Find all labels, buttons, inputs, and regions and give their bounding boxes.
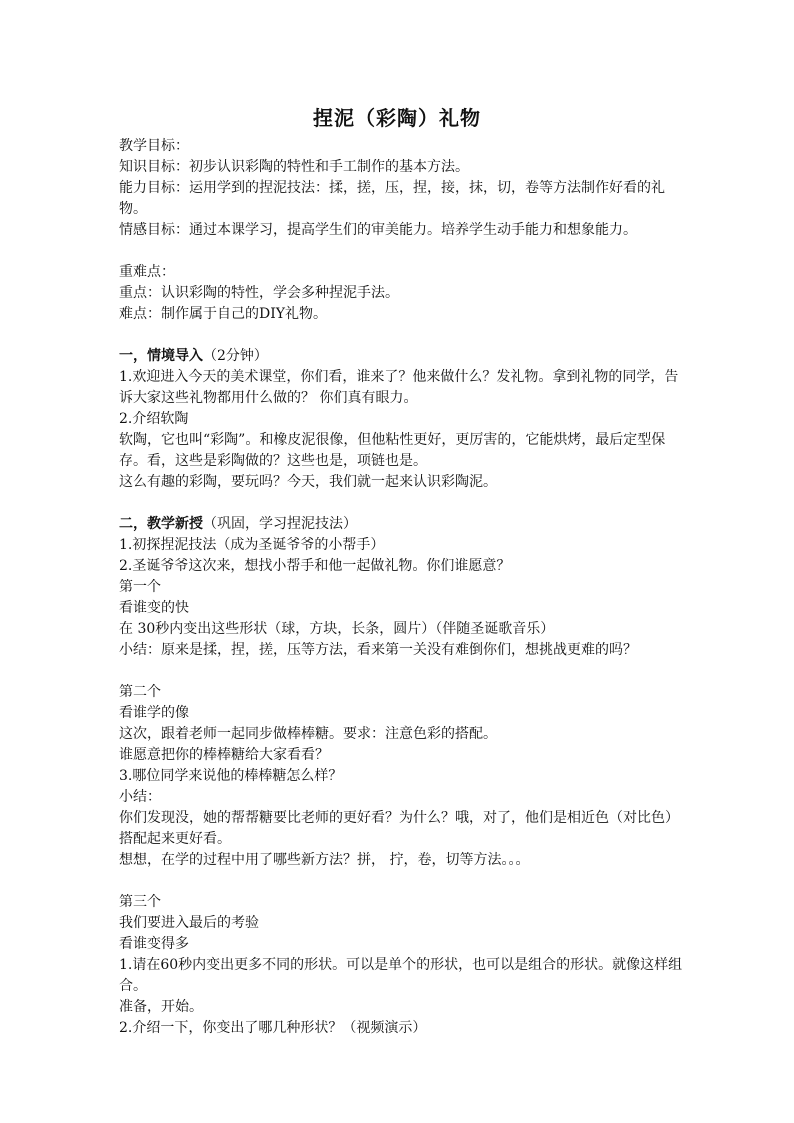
section2-line: 第一个 <box>119 579 161 595</box>
section2-heading-title: 二，教学新授 <box>119 516 203 532</box>
spacer <box>119 241 685 262</box>
section2-heading-note: （巩固，学习捏泥技法） <box>203 516 357 532</box>
section2-line: 看谁变得多 <box>119 936 189 952</box>
section2-line: 3.哪位同学来说他的棒棒糖怎么样？ <box>119 768 343 784</box>
section1-line: 软陶，它也叫“彩陶”。和橡皮泥很像，但他粘性更好，更厉害的，它能烘烤，最后定型保存。看，这些是彩陶做的？这些也是，项链也是。 <box>119 432 666 469</box>
spacer <box>119 493 685 514</box>
section2-line: 第三个 <box>119 894 161 910</box>
section2-line: 2.介绍一下，你变出了哪几种形状？（视频演示） <box>119 1020 427 1036</box>
spacer <box>119 661 685 682</box>
section2-line: 想想，在学的过程中用了哪些新方法？拼， 拧，卷，切等方法。。。 <box>119 852 530 868</box>
section1-line: 这么有趣的彩陶，要玩吗？今天，我们就一起来认识彩陶泥。 <box>119 474 497 490</box>
section2-heading <box>119 514 685 535</box>
difficult-point: 难点：制作属于自己的DIY礼物。 <box>119 306 327 322</box>
section2-line: 1.请在60秒内变出更多不同的形状。可以是单个的形状，也可以是组合的形状。就像这样组合。 <box>119 957 683 994</box>
section2-line: 你们发现没，她的帮帮糖要比老师的更好看？为什么？哦，对了，他们是相近色（对比色）搭配起来更好看。 <box>119 810 679 847</box>
section2-line: 看谁变的快 <box>119 600 189 616</box>
section2-line: 小结：原来是揉，捏，搓，压等方法，看来第一关没有难倒你们，想挑战更难的吗？ <box>119 642 637 658</box>
section1-heading-title: 一，情境导入 <box>119 348 203 364</box>
key-points-heading: 重难点： <box>119 264 175 280</box>
section2-line: 准备，开始。 <box>119 999 203 1015</box>
key-point: 重点：认识彩陶的特性，学会多种捏泥手法。 <box>119 285 399 301</box>
section2-line: 1.初探捏泥技法（成为圣诞爷爷的小帮手） <box>119 537 385 553</box>
section2-line: 在 30秒内变出这些形状（球，方块，长条，圆片）（伴随圣诞歌音乐） <box>119 621 555 637</box>
section2-line: 小结： <box>119 789 161 805</box>
ability-objective: 能力目标：运用学到的捏泥技法：揉，搓，压，捏，接，抹，切，卷等方法制作好看的礼物。 <box>119 180 665 217</box>
section1-heading <box>119 346 685 367</box>
document-title: 捏泥（彩陶）礼物 <box>313 106 481 130</box>
section2-line: 我们要进入最后的考验 <box>119 915 259 931</box>
section2-line: 第二个 <box>119 684 161 700</box>
spacer <box>119 325 685 346</box>
section1-line: 2.介绍软陶 <box>119 411 189 427</box>
section2-line: 这次，跟着老师一起同步做棒棒糖。要求：注意色彩的搭配。 <box>119 726 497 742</box>
objectives-heading: 教学目标： <box>119 138 189 154</box>
spacer <box>119 871 685 892</box>
knowledge-objective: 知识目标：初步认识彩陶的特性和手工制作的基本方法。 <box>119 159 469 175</box>
emotion-objective: 情感目标：通过本课学习，提高学生们的审美能力。培养学生动手能力和想象能力。 <box>119 222 637 238</box>
section1-heading-note: （2分钟） <box>203 348 268 364</box>
section2-line: 谁愿意把你的棒棒糖给大家看看？ <box>119 747 329 763</box>
section2-line: 看谁学的像 <box>119 705 189 721</box>
section2-line: 2.圣诞爷爷这次来，想找小帮手和他一起做礼物。你们谁愿意？ <box>119 558 511 574</box>
document-body <box>119 136 685 1039</box>
section1-line: 1.欢迎进入今天的美术课堂，你们看，谁来了？他来做什么？发礼物。拿到礼物的同学，告诉大家这些礼物都用什么做的？ 你们真有眼力。 <box>119 369 679 406</box>
